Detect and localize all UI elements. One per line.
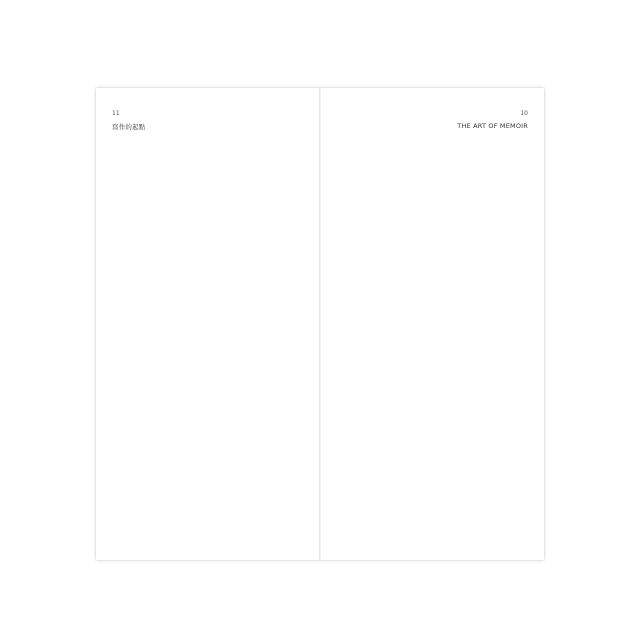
left-page	[96, 88, 320, 560]
running-head: 寫作的起點	[112, 123, 146, 131]
page-number: 10	[520, 110, 528, 117]
book-spread	[96, 88, 544, 560]
body-text	[110, 174, 300, 534]
running-head: THE ART OF MEMOIR	[457, 122, 528, 130]
right-page	[320, 88, 544, 560]
page-number: 11	[112, 110, 120, 117]
body-text	[340, 174, 530, 534]
